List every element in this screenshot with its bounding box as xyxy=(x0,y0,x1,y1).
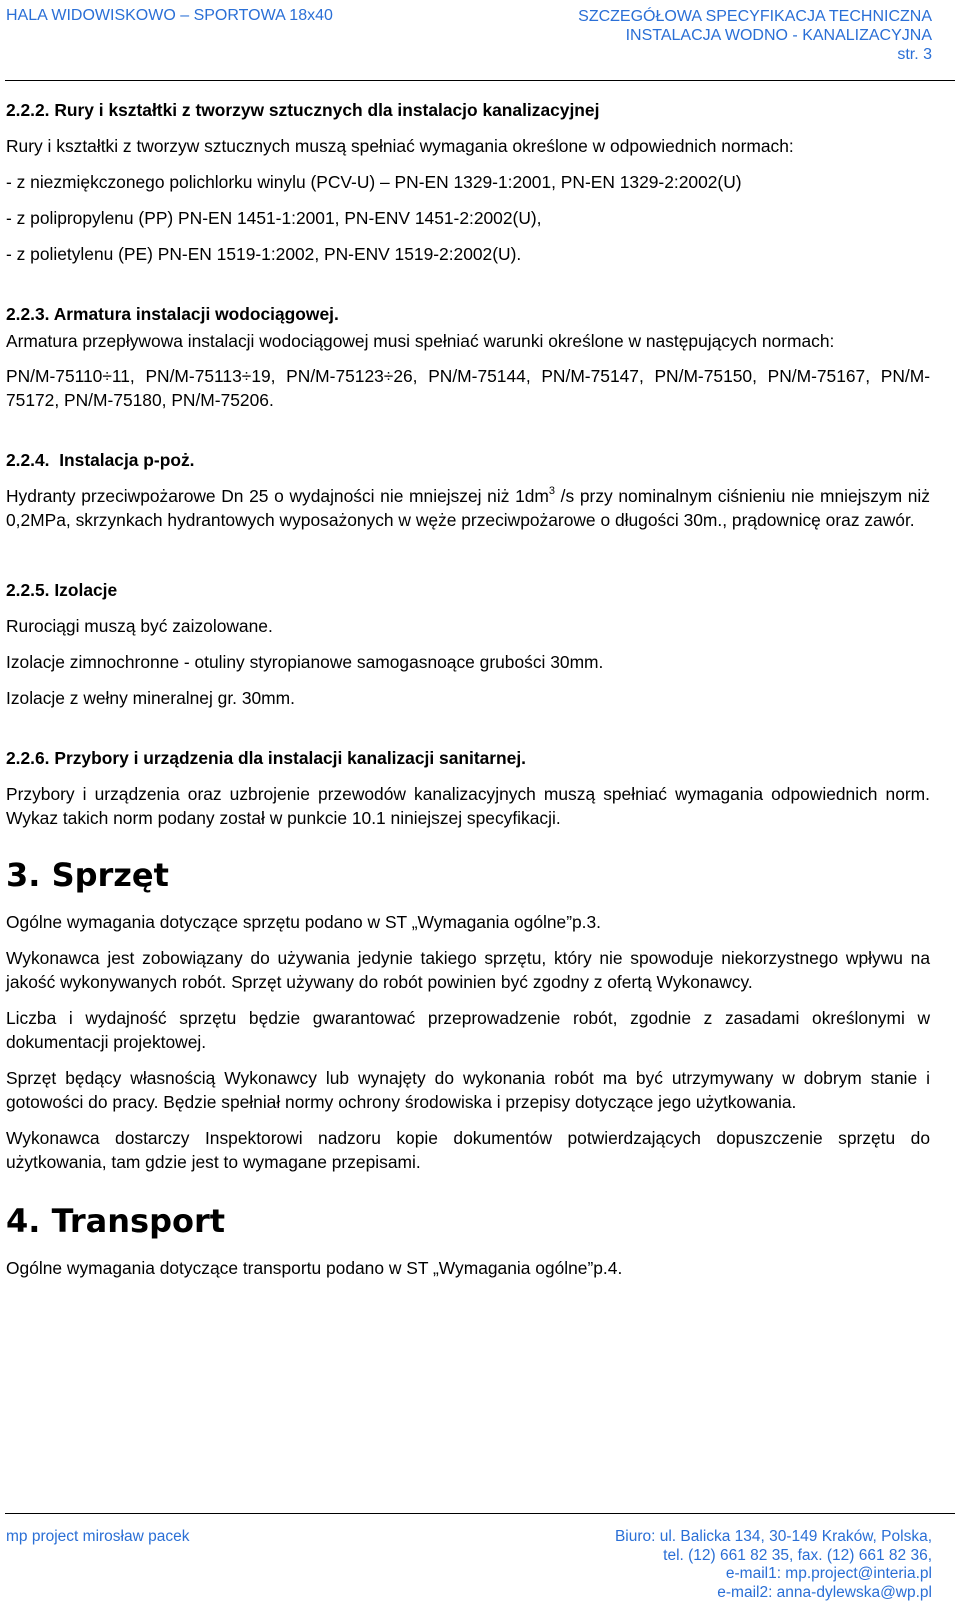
footer-email-1: e-mail1: mp.project@interia.pl xyxy=(725,1565,932,1583)
footer-divider xyxy=(5,1513,955,1514)
text-fragment: /s przy nominalnym ciśnieniu nie mniejszym niż 0,2MPa, skrzynkach hydrantowych wyposażonych w węże przeciwpożarowe o długości 30m., prądownicę oraz zawór. xyxy=(6,486,930,530)
paragraph: Wykonawca dostarczy Inspektorowi nadzoru kopie dokumentów potwierdzających dopuszczenie sprzętu do użytkowania, tam gdzie jest to wymagane przepisami. xyxy=(6,1128,930,1172)
section-title: Instalacja p-poż. xyxy=(59,450,195,470)
header-page-number: str. 3 xyxy=(897,46,932,63)
paragraph: Wykonawca jest zobowiązany do używania jedynie takiego sprzętu, który nie spowoduje niekorzystnego wpływu na jakość wykonywanych robót. Sprzęt używany do robót powinien być zgodny z ofertą Wykonawcy. xyxy=(6,948,930,992)
header-spec-title: SZCZEGÓŁOWA SPECYFIKACJA TECHNICZNA xyxy=(578,8,932,25)
header-document-info xyxy=(578,7,932,64)
section-heading-2-2-4 xyxy=(6,448,930,472)
paragraph: Izolacje z wełny mineralnej gr. 30mm. xyxy=(6,688,295,708)
header-divider xyxy=(5,80,955,81)
list-item: - z polietylenu (PE) PN-EN 1519-1:2002, PN-ENV 1519-2:2002(U). xyxy=(6,244,522,264)
footer-contact xyxy=(615,1528,932,1602)
footer-address: Biuro: ul. Balicka 134, 30-149 Kraków, Polska, xyxy=(614,1528,932,1545)
page-header xyxy=(0,0,960,82)
paragraph xyxy=(6,484,930,532)
page-footer xyxy=(0,1513,960,1613)
paragraph: Liczba i wydajność sprzętu będzie gwarantować przeprowadzenie robót, zgodnie z zasadami określonymi w dokumentacji projektowej. xyxy=(6,1008,930,1052)
document-body xyxy=(6,98,930,1280)
list-item: - z niezmiękczonego polichlorku winylu (PCV-U) – PN-EN 1329-1:2001, PN-EN 1329-2:2002(U) xyxy=(6,172,742,192)
section-heading-2-2-6: 2.2.6. Przybory i urządzenia dla instalacji kanalizacji sanitarnej. xyxy=(6,748,527,768)
paragraph: Armatura przepływowa instalacji wodociągowej musi spełniać warunki określone w następujących normach: xyxy=(6,331,835,351)
paragraph: Rurociągi muszą być zaizolowane. xyxy=(6,616,273,636)
footer-company: mp project mirosław pacek xyxy=(6,1528,190,1545)
chapter-heading-sprzet: 3. Sprzęt xyxy=(6,856,169,894)
list-item: - z polipropylenu (PP) PN-EN 1451-1:2001, PN-ENV 1451-2:2002(U), xyxy=(6,208,542,228)
section-number: 2.2.4. xyxy=(6,450,50,470)
norms-list: PN/M-75110÷11, PN/M-75113÷19, PN/M-75123÷26, PN/M-75144, PN/M-75147, PN/M-75150, PN/M-75167, PN/M-75172, PN/M-75180, PN/M-75206. xyxy=(6,366,930,410)
footer-email-2: e-mail2: anna-dylewska@wp.pl xyxy=(717,1583,932,1601)
paragraph: Sprzęt będący własnością Wykonawcy lub wynajęty do wykonania robót ma być utrzymywany w dobrym stanie i gotowości do pracy. Będzie spełniał normy ochrony środowiska i przepisy dotyczące jego użytkowania. xyxy=(6,1068,930,1112)
section-heading-2-2-5: 2.2.5. Izolacje xyxy=(6,580,118,600)
paragraph: Rury i kształtki z tworzyw sztucznych muszą spełniać wymagania określone w odpowiednich normach: xyxy=(6,136,794,156)
paragraph: Ogólne wymagania dotyczące sprzętu podano w ST „Wymagania ogólne”p.3. xyxy=(6,912,602,932)
header-project-title: HALA WIDOWISKOWO – SPORTOWA 18x40 xyxy=(6,7,333,24)
footer-phone: tel. (12) 661 82 35, fax. (12) 661 82 36, xyxy=(663,1546,932,1564)
paragraph: Ogólne wymagania dotyczące transportu podano w ST „Wymagania ogólne”p.4. xyxy=(6,1258,623,1278)
chapter-heading-transport: 4. Transport xyxy=(6,1202,226,1240)
paragraph: Przybory i urządzenia oraz uzbrojenie przewodów kanalizacyjnych muszą spełniać wymagania odpowiednich norm. Wykaz takich norm podany został w punkcie 10.1 niniejszej specyfikacji. xyxy=(6,784,930,828)
superscript: 3 xyxy=(548,485,556,497)
paragraph: Izolacje zimnochronne - otuliny styropianowe samogasnoące grubości 30mm. xyxy=(6,652,604,672)
text-fragment: Hydranty przeciwpożarowe Dn 25 o wydajności nie mniejszej niż 1dm xyxy=(6,486,549,506)
header-spec-subtitle: INSTALACJA WODNO - KANALIZACYJNA xyxy=(625,27,932,44)
section-heading-2-2-2: 2.2.2. Rury i kształtki z tworzyw sztucznych dla instalacjo kanalizacyjnej xyxy=(6,100,600,120)
section-heading-2-2-3: 2.2.3. Armatura instalacji wodociągowej. xyxy=(6,304,339,324)
